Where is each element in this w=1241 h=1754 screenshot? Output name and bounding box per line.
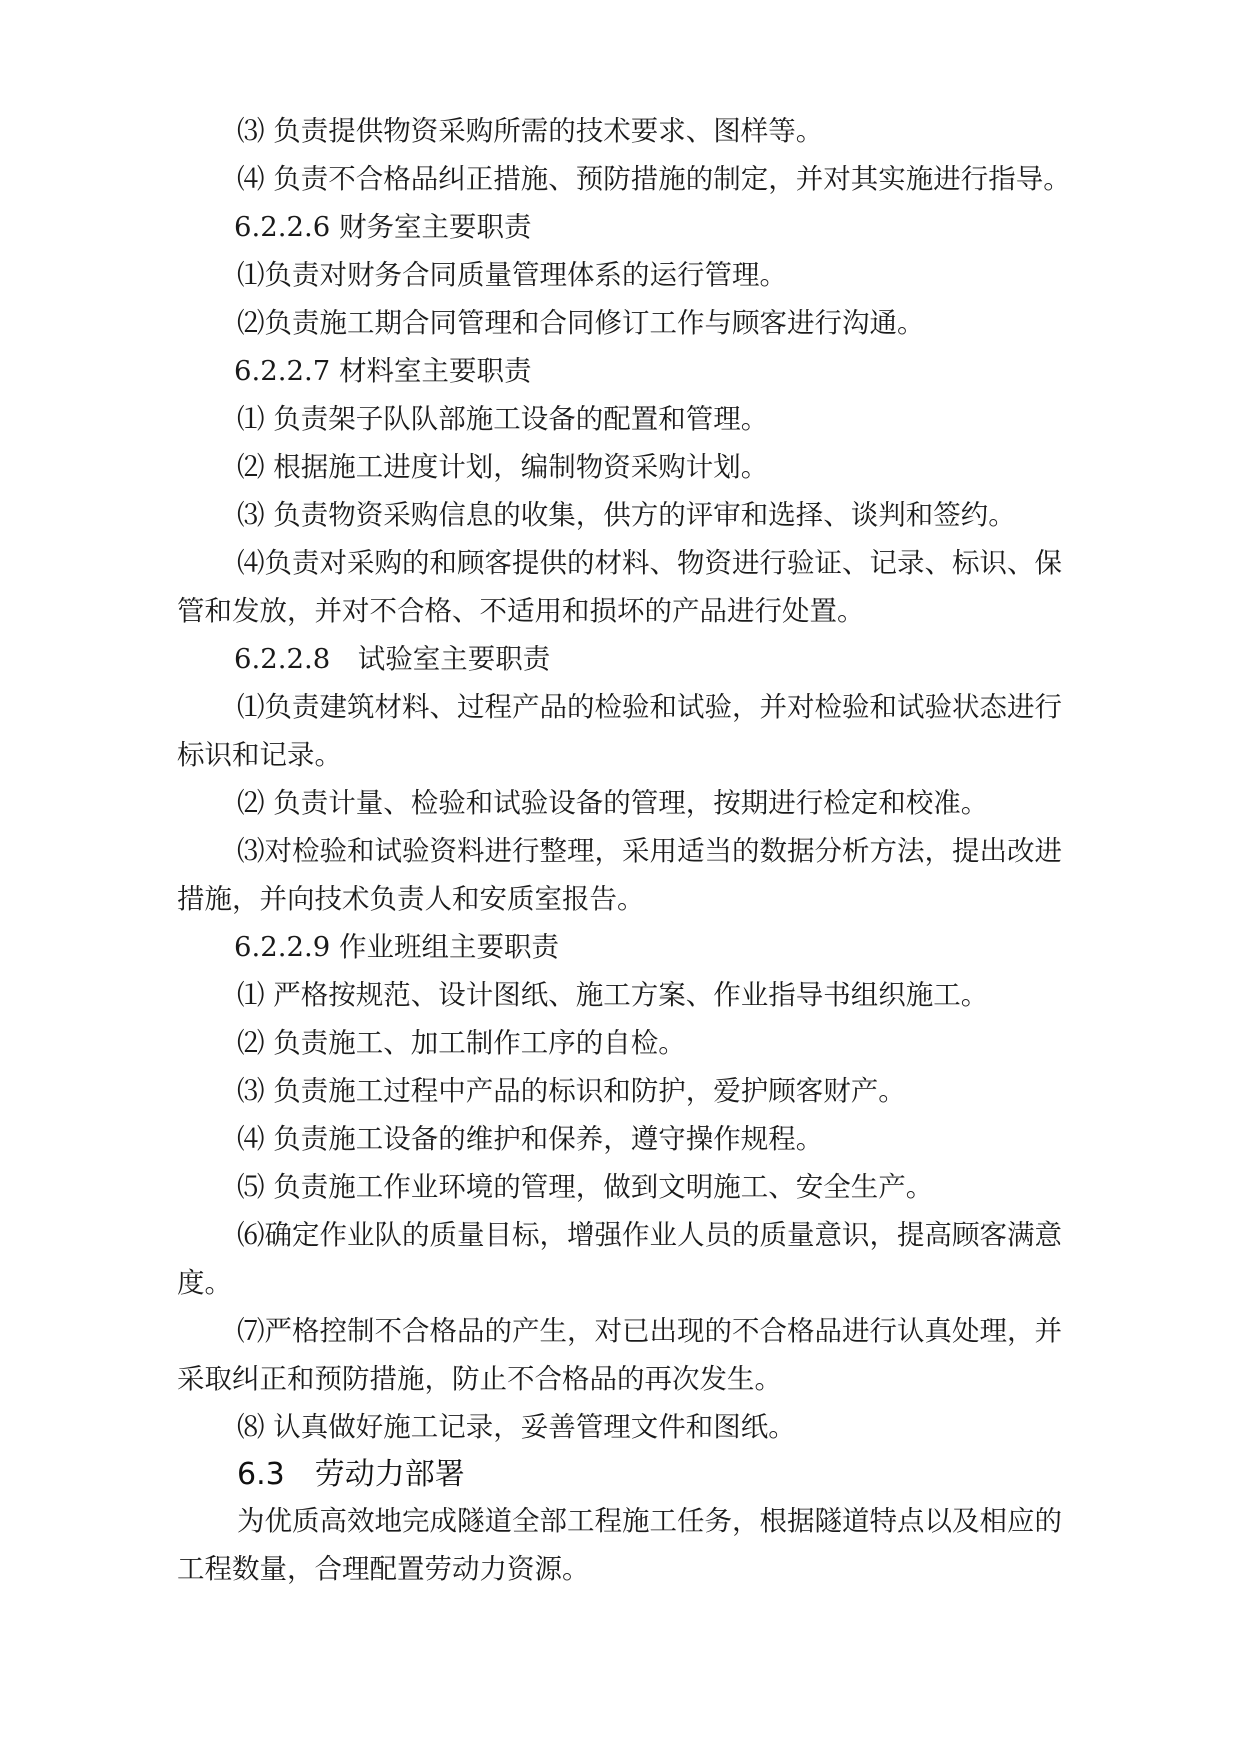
list-item: ⑶ 负责施工过程中产品的标识和防护，爱护顾客财产。 (237, 1075, 906, 1107)
list-item-continuation: 标识和记录。 (177, 739, 342, 771)
body-paragraph-continuation: 工程数量，合理配置劳动力资源。 (177, 1553, 590, 1585)
list-item: ⑹确定作业队的质量目标，增强作业人员的质量意识，提高顾客满意 (237, 1219, 1062, 1251)
list-item-continuation: 度。 (177, 1267, 232, 1299)
list-item-continuation: 管和发放，并对不合格、不适用和损坏的产品进行处置。 (177, 595, 865, 627)
list-item: ⑴ 严格按规范、设计图纸、施工方案、作业指导书组织施工。 (237, 979, 989, 1011)
list-item: ⑴负责对财务合同质量管理体系的运行管理。 (237, 259, 787, 291)
list-item: ⑵ 根据施工进度计划，编制物资采购计划。 (237, 451, 769, 483)
list-item: ⑸ 负责施工作业环境的管理，做到文明施工、安全生产。 (237, 1171, 934, 1203)
list-item: ⑴ 负责架子队队部施工设备的配置和管理。 (237, 403, 769, 435)
body-paragraph: 为优质高效地完成隧道全部工程施工任务，根据隧道特点以及相应的 (237, 1505, 1062, 1537)
list-item: ⑷ 负责施工设备的维护和保养，遵守操作规程。 (237, 1123, 824, 1155)
list-item: ⑺严格控制不合格品的产生，对已出现的不合格品进行认真处理，并 (237, 1315, 1062, 1347)
list-item: ⑷ 负责不合格品纠正措施、预防措施的制定，并对其实施进行指导。 (237, 163, 1071, 195)
list-item-continuation: 措施，并向技术负责人和安质室报告。 (177, 883, 645, 915)
section-heading: 6.2.2.7 材料室主要职责 (234, 355, 532, 387)
section-heading: 6.2.2.8 试验室主要职责 (234, 643, 551, 675)
list-item: ⑷负责对采购的和顾客提供的材料、物资进行验证、记录、标识、保 (237, 547, 1062, 579)
list-item: ⑵ 负责计量、检验和试验设备的管理，按期进行检定和校准。 (237, 787, 989, 819)
list-item-continuation: 采取纠正和预防措施，防止不合格品的再次发生。 (177, 1363, 782, 1395)
list-item: ⑶对检验和试验资料进行整理，采用适当的数据分析方法，提出改进 (237, 835, 1062, 867)
list-item: ⑵负责施工期合同管理和合同修订工作与顾客进行沟通。 (237, 307, 925, 339)
list-item: ⑴负责建筑材料、过程产品的检验和试验，并对检验和试验状态进行 (237, 691, 1062, 723)
list-item: ⑶ 负责物资采购信息的收集，供方的评审和选择、谈判和签约。 (237, 499, 1016, 531)
list-item: ⑵ 负责施工、加工制作工序的自检。 (237, 1027, 686, 1059)
list-item: ⑻ 认真做好施工记录，妥善管理文件和图纸。 (237, 1411, 796, 1443)
section-heading: 6.2.2.9 作业班组主要职责 (234, 931, 559, 963)
list-item: ⑶ 负责提供物资采购所需的技术要求、图样等。 (237, 115, 824, 147)
chapter-heading: 6.3 劳动力部署 (237, 1457, 465, 1492)
section-heading: 6.2.2.6 财务室主要职责 (234, 211, 532, 243)
